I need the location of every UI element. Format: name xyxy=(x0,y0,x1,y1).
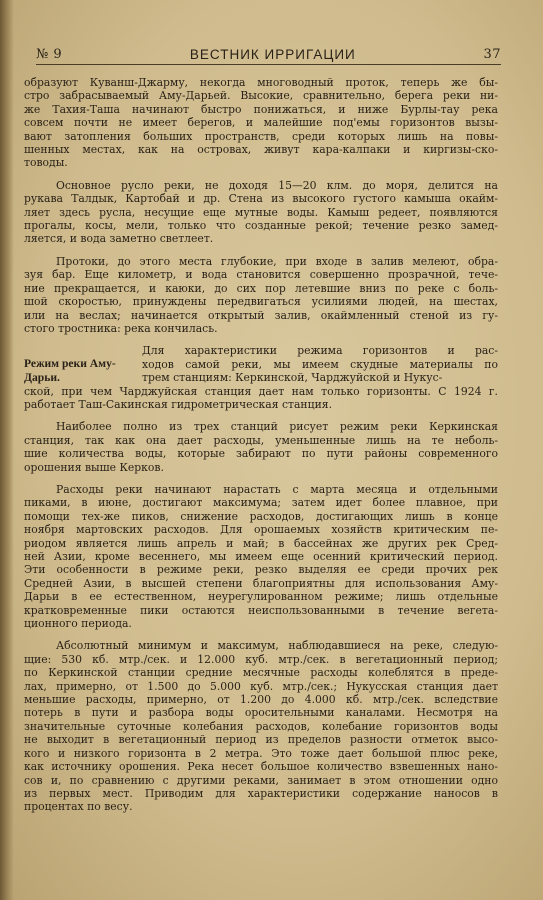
side-heading: Режим реки Аму-Дарьи. xyxy=(24,357,116,384)
text-line: процентах по весу. xyxy=(24,800,133,814)
text-line: Расходы реки начинают нарастать с марта месяца и отдельными xyxy=(56,482,498,496)
paragraph-7 xyxy=(24,639,498,813)
issue-number: № 9 xyxy=(36,47,63,62)
text-line: помощи тех-же пиков, снижение расходов, достигающих лишь в конце xyxy=(24,509,498,523)
text-line: трем станциям: Керкинской, Чарджуйской и Нукус- xyxy=(142,371,443,385)
text-line: значительные суточные колебания расходов, колебание горизонтов воды xyxy=(24,719,498,733)
text-line: не выходит в вегетационный период из пределов разности отметок высо- xyxy=(24,733,498,747)
text-line: ние прекращается, и каюки, до сих пор летевшие вниз по реке с боль- xyxy=(24,281,498,295)
text-line: потерь в пути и разбора воды оросительными каналами. Несмотря на xyxy=(24,706,498,720)
text-line: Средней Азии, в высшей степени благоприятны для использования Аму- xyxy=(24,576,498,590)
text-line: Абсолютный минимум и максимум, наблюдавшиеся на реке, следую- xyxy=(56,639,498,653)
text-line: кратковременные пики остаются неиспользованными в течение вегета- xyxy=(24,603,498,617)
running-header xyxy=(36,40,501,65)
text-line: Основное русло реки, не доходя 15—20 клм. до моря, делится на xyxy=(56,178,498,192)
paragraph-5 xyxy=(24,420,498,474)
paragraph-3 xyxy=(24,255,498,335)
text-line: товоды. xyxy=(24,156,68,170)
text-line: сов и, по сравнению с другими реками, занимает в этом отношении одно xyxy=(24,773,498,787)
text-line: щие: 530 кб. мтр./сек. и 12.000 куб. мтр./сек. в вегетационный период; xyxy=(24,652,498,666)
text-line: из первых мест. Приводим для характеристики содержание наносов в xyxy=(24,786,498,800)
text-line: вают затопления больших пространств, среди которых лишь на повы- xyxy=(24,129,498,143)
paragraph-2 xyxy=(24,179,498,246)
text-line: меньшие расходы, примерно, от 1.200 до 4.000 кб. мтр./сек. вследствие xyxy=(24,693,498,707)
text-line: как источнику орошения. Река несет большое количество взвешенных нано- xyxy=(24,760,498,774)
text-line: Для характеристики режима горизонтов и рас- xyxy=(142,344,498,358)
text-line: образуют Куванш-Джарму, некогда многоводный проток, теперь же бы- xyxy=(24,76,498,89)
text-line: стого тростника: река кончилась. xyxy=(24,321,218,335)
text-line: пиками, в июне, достигают максимума; затем идет более плавное, при xyxy=(24,496,498,510)
text-line: ляется, и вода заметно светлеет. xyxy=(24,232,214,246)
text-line: прогалы, косы, мели, только что созданные рекой; течение резко замед- xyxy=(24,219,498,233)
text-line: Дарьи в ее естественном, неурегулированном режиме; лишь отдельные xyxy=(24,590,498,604)
side-heading-block xyxy=(24,344,498,384)
paragraph-4-continued xyxy=(24,385,498,412)
paragraph-6 xyxy=(24,483,498,630)
book-spine-shadow xyxy=(0,0,14,900)
text-line: ней Азии, кроме весеннего, мы имеем еще осенний критический период. xyxy=(24,550,498,563)
text-line: станция, так как она дает расходы, уменьшенные лишь на те неболь- xyxy=(24,433,498,447)
text-line: лах, примерно, от 1.500 до 5.000 куб. мтр./сек.; Нукусская станция дает xyxy=(24,679,498,693)
text-line: стро забрасываемый Аму-Дарьей. Высокие, сравнительно, берега реки ни- xyxy=(24,89,498,103)
text-line: ляет здесь русла, несущие еще мутные воды. Камыш редеет, появляются xyxy=(24,205,498,219)
text-line: риодом является лишь апрель и май; в бассейнах же других рек Сред- xyxy=(24,536,498,550)
text-line: орошения выше Керков. xyxy=(24,460,164,474)
text-line: Эти особенности в режиме реки, резко выделяя ее среди прочих рек xyxy=(24,563,498,577)
side-paragraph xyxy=(142,344,498,384)
text-line: работает Таш-Сакинская гидрометрическая станция. xyxy=(24,397,333,411)
text-line: шенных местах, как на островах, живут кара-калпаки и киргизы-ско- xyxy=(24,143,498,157)
text-line: ской, при чем Чарджуйская станция дает нам только горизонты. С 1924 г. xyxy=(24,384,498,398)
text-line: же Тахия-Таша начинают быстро понижаться, и ниже Бурлы-тау река xyxy=(24,102,498,116)
text-line: Наиболее полно из трех станций рисует режим реки Керкинская xyxy=(56,420,498,434)
text-line: ходов самой реки, мы имеем скудные материалы по xyxy=(142,357,498,371)
article-body xyxy=(24,76,498,823)
text-line: или на веслах; начинается открытый залив, окаймленный стеной из гу- xyxy=(24,308,498,322)
text-line: ноября мартовских расходов. Для орошаемых хозяйств критическим пе- xyxy=(24,523,498,537)
text-line: совсем почти не имеет берегов, и малейшие под'емы горизонтов вызы- xyxy=(24,116,498,130)
text-line: шой скоростью, принуждены передвигаться усилиями людей, на шестах, xyxy=(24,295,498,309)
text-line: рукава Талдык, Картобай и др. Стена из высокого густого камыша окайм- xyxy=(24,192,498,206)
text-line: Протоки, до этого места глубокие, при входе в залив мелеют, обра- xyxy=(56,254,498,268)
text-line: шие количества воды, которые забирают по пути районы современного xyxy=(24,447,498,461)
text-line: по Керкинской станции средние месячные расходы колеблятся в преде- xyxy=(24,666,498,680)
page-number: 37 xyxy=(483,47,501,62)
text-line: кого и низкого горизонта в 2 метра. Это тоже дает большой плюс реке, xyxy=(24,746,498,760)
text-line: зуя бар. Еще километр, и вода становится совершенно прозрачной, тече- xyxy=(24,268,498,282)
paragraph-1 xyxy=(24,76,498,170)
text-line: ционного периода. xyxy=(24,617,132,631)
journal-title: ВЕСТНИК ИРРИГАЦИИ xyxy=(189,47,356,62)
section-regime xyxy=(24,344,498,411)
